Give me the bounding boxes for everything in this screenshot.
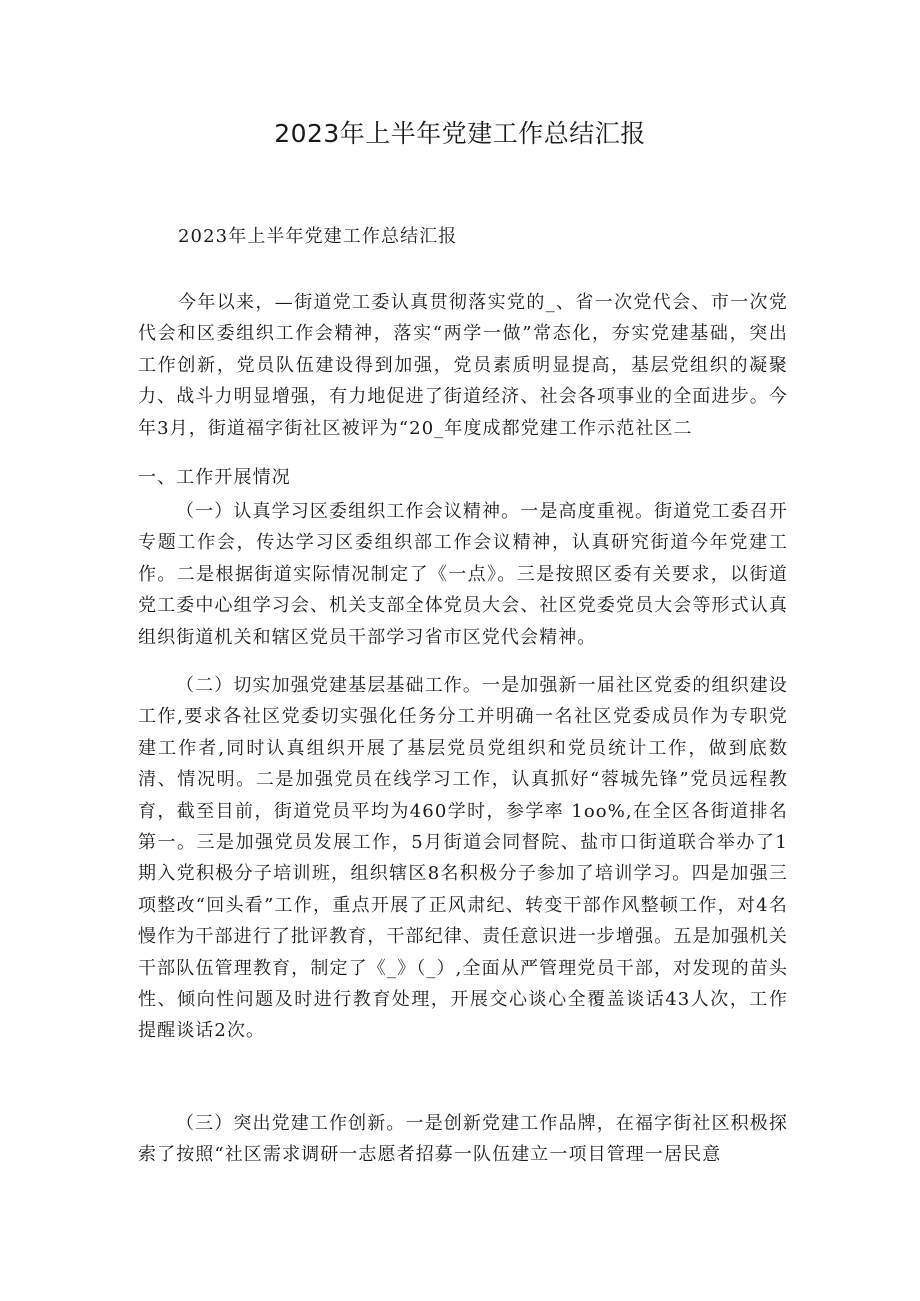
intro-paragraph: 今年以来，—街道党工委认真贯彻落实党的_、省一次党代会、市一次党代会和区委组织工作会精神，落实“两学一做”常态化，夯实党建基础，突出工作创新，党员队伍建设得到加强，党员素质明显提高，基层党组织的凝聚力、战斗力明显增强，有力地促进了街道经济、社会各项事业的全面进步。今年3月，街道福字街社区被评为“20_年度成都党建工作示范社区二 — [138, 292, 788, 439]
document-title: 2023年上半年党建工作总结汇报 — [274, 119, 646, 148]
paragraph-item-one: （一）认真学习区委组织工作会议精神。一是高度重视。街道党工委召开专题工作会，传达学习区委组织部工作会议精神，认真研究街道今年党建工作。二是根据街道实际情况制定了《一点》。三是按照区委有关要求，以街道党工委中心组学习会、机关支部全体党员大会、社区党委党员大会等形式认真组织街道机关和辖区党员干部学习省市区党代会精神。 — [138, 501, 788, 648]
section-heading-work-progress: 一、工作开展情况 — [138, 467, 291, 488]
paragraph-item-two: （二）切实加强党建基层基础工作。一是加强新一届社区党委的组织建设工作,要求各社区党委切实强化任务分工并明确一名社区党委成员作为专职党建工作者,同时认真组织开展了基层党员党组织和党员统计工作，做到底数清、情况明。二是加强党员在线学习工作，认真抓好“蓉城先锋”党员远程教育，截至目前，街道党员平均为460学时，参学率 1oo%,在全区各街道排名第一。三是加强党员发展工作，5月街道会同督院、盐市口街道联合举办了1期入党积极分子培训班，组织辖区8名积极分子参加了培训学习。四是加强三项整改“回头看”工作，重点开展了正风肃纪、转变干部作风整顿工作，对4名慢作为干部进行了批评教育，干部纪律、责任意识进一步增强。五是加强机关干部队伍管理教育，制定了《_》（_）,全面从严管理党员干部，对发现的苗头性、倾向性问题及时进行教育处理，开展交心谈心全覆盖谈话43人次，工作提醒谈话2次。 — [138, 675, 788, 1042]
document-subtitle: 2023年上半年党建工作总结汇报 — [178, 226, 458, 247]
paragraph-item-three: （三）突出党建工作创新。一是创新党建工作品牌，在福字街社区积极探索了按照“社区需求调研一志愿者招募一队伍建立一项目管理一居民意 — [138, 1113, 788, 1166]
